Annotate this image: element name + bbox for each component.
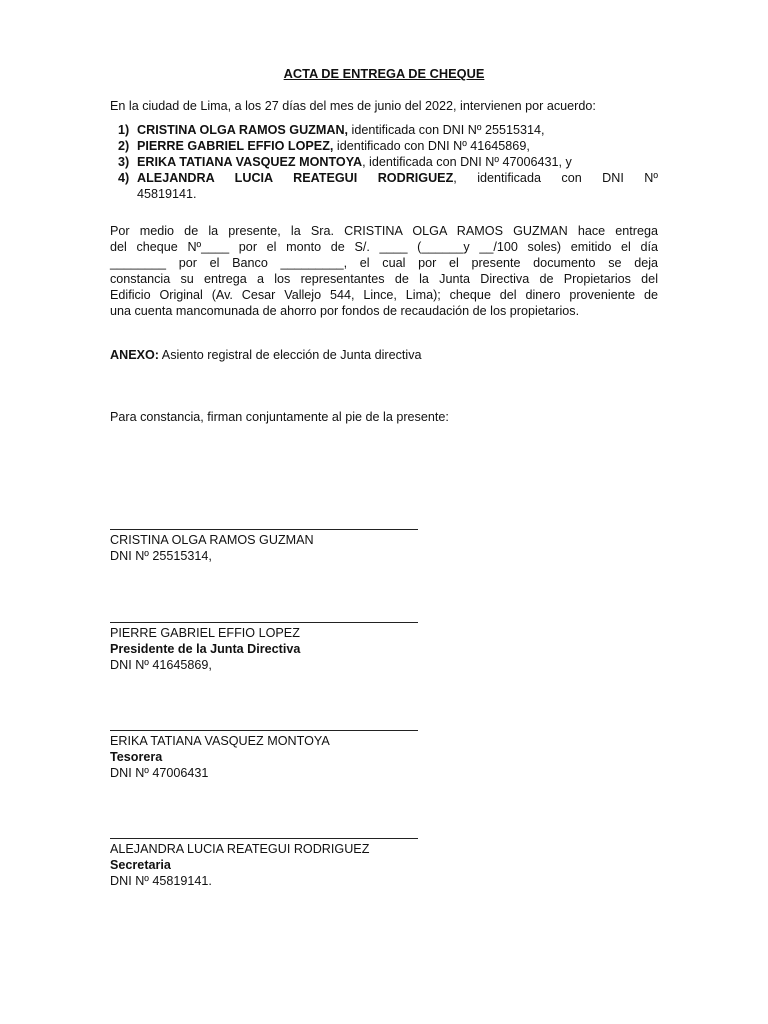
signature-block [110, 730, 430, 781]
body-line: ________ por el Banco _________, el cual por el presente documento se deja [110, 256, 658, 270]
party-number: 3) [118, 155, 130, 169]
signer-dni: DNI Nº 41645869, [110, 658, 212, 672]
signer-name: ALEJANDRA LUCIA REATEGUI RODRIGUEZ [110, 842, 370, 856]
signer-role: Presidente de la Junta Directiva [110, 642, 301, 656]
signer-name: PIERRE GABRIEL EFFIO LOPEZ [110, 626, 300, 640]
anexo-label: ANEXO: [110, 348, 159, 362]
parties-list [110, 122, 658, 202]
party-item [110, 138, 658, 154]
signature-line [110, 730, 418, 731]
body-line: Por medio de la presente, la Sra. CRISTINA OLGA RAMOS GUZMAN hace entrega [110, 224, 658, 238]
signer-dni: DNI Nº 25515314, [110, 549, 212, 563]
party-detail-continued: 45819141. [137, 187, 197, 201]
party-number: 4) [118, 171, 130, 185]
signer-dni: DNI Nº 47006431 [110, 766, 209, 780]
body-line: del cheque Nº____ por el monto de S/. ____ (______y __/100 soles) emitido el día [110, 240, 658, 254]
party-detail: identificado con DNI Nº 41645869, [333, 139, 530, 153]
document-title: ACTA DE ENTREGA DE CHEQUE [283, 66, 485, 81]
signer-role: Secretaria [110, 858, 171, 872]
party-detail: , identificada con DNI Nº 47006431, y [362, 155, 572, 169]
party-item [110, 154, 658, 170]
signature-line [110, 529, 418, 530]
signer-name: ERIKA TATIANA VASQUEZ MONTOYA [110, 734, 330, 748]
party-item [110, 170, 658, 202]
signature-block [110, 622, 430, 673]
party-number: 2) [118, 139, 130, 153]
signer-dni: DNI Nº 45819141. [110, 874, 212, 888]
signature-block [110, 838, 430, 889]
party-item [110, 122, 658, 138]
anexo-text: Asiento registral de elección de Junta directiva [158, 348, 422, 362]
body-line: Edificio Original (Av. Cesar Vallejo 544, Lince, Lima); cheque del dinero proveniente de [110, 288, 658, 302]
party-name: CRISTINA OLGA RAMOS GUZMAN, [137, 123, 349, 137]
signer-name: CRISTINA OLGA RAMOS GUZMAN [110, 533, 314, 547]
party-name: ERIKA TATIANA VASQUEZ MONTOYA [137, 155, 363, 169]
signer-role: Tesorera [110, 750, 163, 764]
body-line: constancia su entrega a los representantes de la Junta Directiva de Propietarios del [110, 272, 658, 286]
signature-line [110, 622, 418, 623]
party-detail: , identificada con DNI Nº [453, 171, 658, 185]
party-number: 1) [118, 123, 130, 137]
body-paragraph [110, 223, 658, 319]
constancia-line: Para constancia, firman conjuntamente al pie de la presente: [110, 410, 449, 424]
party-name: PIERRE GABRIEL EFFIO LOPEZ, [137, 139, 334, 153]
body-line: una cuenta mancomunada de ahorro por fondos de recaudación de los propietarios. [110, 304, 580, 318]
party-detail: identificada con DNI Nº 25515314, [348, 123, 545, 137]
intro-paragraph: En la ciudad de Lima, a los 27 días del mes de junio del 2022, intervienen por acuerdo: [110, 99, 596, 113]
party-name: ALEJANDRA LUCIA REATEGUI RODRIGUEZ [137, 171, 454, 185]
signature-line [110, 838, 418, 839]
anexo-line [110, 347, 422, 363]
signature-block [110, 529, 430, 564]
